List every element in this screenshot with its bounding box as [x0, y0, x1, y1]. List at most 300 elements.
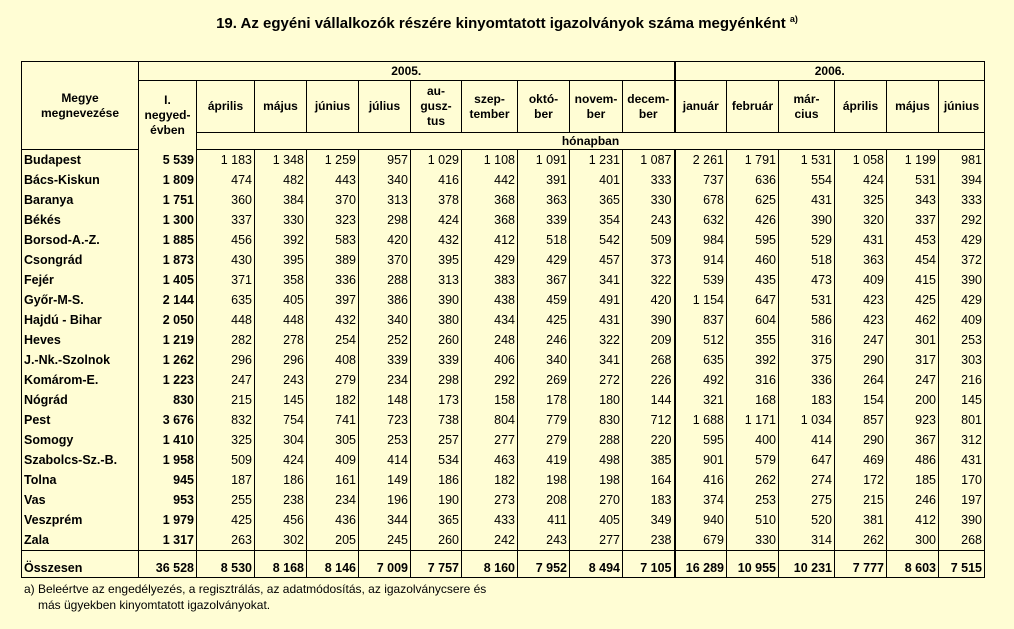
table-cell: 914 — [675, 250, 727, 270]
month-header-2006 — [835, 81, 887, 133]
county-name: J.-Nk.-Szolnok — [22, 350, 139, 370]
table-cell: 416 — [675, 470, 727, 490]
month-header-2006-line: cius — [794, 106, 819, 121]
table-row — [22, 330, 985, 350]
month-header-2005-line: tus — [427, 114, 445, 128]
table-cell: 945 — [139, 470, 197, 490]
table-cell: 1 154 — [675, 290, 727, 310]
table-cell: 625 — [727, 190, 779, 210]
county-name: Összesen — [22, 551, 139, 578]
table-cell: 411 — [518, 510, 570, 530]
table-cell: 425 — [197, 510, 255, 530]
county-name: Győr-M-S. — [22, 290, 139, 310]
table-cell: 7 009 — [359, 551, 411, 578]
table-cell: 205 — [307, 530, 359, 551]
table-cell: 491 — [570, 290, 623, 310]
table-cell: 190 — [411, 490, 462, 510]
table-cell: 741 — [307, 410, 359, 430]
table-cell: 408 — [307, 350, 359, 370]
table-cell: 7 105 — [623, 551, 675, 578]
table-cell: 296 — [255, 350, 307, 370]
table-cell: 435 — [727, 270, 779, 290]
table-cell: 198 — [570, 470, 623, 490]
table-cell: 340 — [359, 310, 411, 330]
month-header-2005-line: tember — [469, 106, 510, 121]
table-cell: 395 — [255, 250, 307, 270]
table-row — [22, 190, 985, 210]
county-name: Veszprém — [22, 510, 139, 530]
table-cell: 1 405 — [139, 270, 197, 290]
table-cell: 277 — [570, 530, 623, 551]
table-cell: 325 — [835, 190, 887, 210]
table-cell: 712 — [623, 410, 675, 430]
table-cell: 330 — [623, 190, 675, 210]
table-cell: 460 — [727, 250, 779, 270]
table-cell: 234 — [307, 490, 359, 510]
table-cell: 370 — [359, 250, 411, 270]
month-header-2005-line: április — [207, 99, 244, 113]
table-cell: 292 — [939, 210, 985, 230]
table-cell: 333 — [939, 190, 985, 210]
month-header-2005 — [139, 81, 197, 150]
county-name: Zala — [22, 530, 139, 551]
table-cell: 1 873 — [139, 250, 197, 270]
table-cell: 520 — [779, 510, 835, 530]
table-cell: 209 — [623, 330, 675, 350]
table-cell: 5 539 — [139, 150, 197, 171]
table-cell: 429 — [462, 250, 518, 270]
table-cell: 434 — [462, 310, 518, 330]
table-cell: 10 231 — [779, 551, 835, 578]
table-cell: 161 — [307, 470, 359, 490]
table-cell: 168 — [727, 390, 779, 410]
table-cell: 433 — [462, 510, 518, 530]
table-cell: 443 — [307, 170, 359, 190]
table-cell: 264 — [835, 370, 887, 390]
month-header-2005-line: gusz- — [420, 99, 452, 113]
table-cell: 801 — [939, 410, 985, 430]
table-cell: 984 — [675, 230, 727, 250]
county-name: Fejér — [22, 270, 139, 290]
table-cell: 635 — [675, 350, 727, 370]
table-cell: 647 — [779, 450, 835, 470]
month-header-2006-line: február — [731, 99, 774, 113]
table-cell: 498 — [570, 450, 623, 470]
table-cell: 448 — [255, 310, 307, 330]
table-cell: 279 — [307, 370, 359, 390]
table-cell: 486 — [887, 450, 939, 470]
table-cell: 245 — [359, 530, 411, 551]
table-cell: 303 — [939, 350, 985, 370]
table-cell: 238 — [255, 490, 307, 510]
table-cell: 420 — [359, 230, 411, 250]
month-header-2005-line: I. — [164, 92, 171, 107]
table-cell: 518 — [518, 230, 570, 250]
table-cell: 365 — [570, 190, 623, 210]
table-cell: 425 — [887, 290, 939, 310]
table-cell: 1 087 — [623, 150, 675, 171]
table-cell: 365 — [411, 510, 462, 530]
table-cell: 981 — [939, 150, 985, 171]
table-cell: 425 — [518, 310, 570, 330]
county-header — [22, 62, 139, 150]
table-cell: 415 — [887, 270, 939, 290]
table-cell: 370 — [307, 190, 359, 210]
county-name: Pest — [22, 410, 139, 430]
table-title — [0, 14, 1014, 32]
table-cell: 10 955 — [727, 551, 779, 578]
table-cell: 344 — [359, 510, 411, 530]
table-cell: 1 029 — [411, 150, 462, 171]
table-cell: 390 — [939, 270, 985, 290]
table-cell: 216 — [939, 370, 985, 390]
table-cell: 290 — [835, 350, 887, 370]
table-cell: 395 — [411, 250, 462, 270]
table-cell: 277 — [462, 430, 518, 450]
table-cell: 269 — [518, 370, 570, 390]
table-cell: 36 528 — [139, 551, 197, 578]
table-cell: 314 — [779, 530, 835, 551]
table-cell: 154 — [835, 390, 887, 410]
table-cell: 1 231 — [570, 150, 623, 171]
table-cell: 384 — [255, 190, 307, 210]
month-header-2006-line: január — [682, 99, 719, 113]
table-cell: 1 688 — [675, 410, 727, 430]
table-cell: 1 058 — [835, 150, 887, 171]
table-cell: 432 — [411, 230, 462, 250]
table-cell: 595 — [727, 230, 779, 250]
table-cell: 779 — [518, 410, 570, 430]
table-cell: 830 — [139, 390, 197, 410]
table-cell: 456 — [255, 510, 307, 530]
table-cell: 431 — [835, 230, 887, 250]
table-cell: 416 — [411, 170, 462, 190]
table-cell: 1 979 — [139, 510, 197, 530]
table-cell: 409 — [835, 270, 887, 290]
table-cell: 390 — [939, 510, 985, 530]
table-cell: 635 — [197, 290, 255, 310]
footnote-line-1: a) Beleértve az engedélyezés, a regisztrálás, az adatmódosítás, az igazolványcsere és — [24, 582, 487, 596]
month-header-2005 — [255, 81, 307, 133]
table-cell: 586 — [779, 310, 835, 330]
table-cell: 632 — [675, 210, 727, 230]
table-cell: 282 — [197, 330, 255, 350]
month-header-2005-line: május — [263, 99, 298, 113]
table-cell: 330 — [255, 210, 307, 230]
table-cell: 234 — [359, 370, 411, 390]
table-cell: 354 — [570, 210, 623, 230]
table-cell: 198 — [518, 470, 570, 490]
table-cell: 426 — [727, 210, 779, 230]
table-cell: 454 — [887, 250, 939, 270]
table-cell: 182 — [462, 470, 518, 490]
year-2005-header: 2005. — [139, 62, 675, 81]
title-footnote-marker: a) — [789, 14, 798, 24]
table-cell: 469 — [835, 450, 887, 470]
table-cell: 1 183 — [197, 150, 255, 171]
table-cell: 1 262 — [139, 350, 197, 370]
month-header-2005-line: július — [368, 99, 401, 113]
table-cell: 512 — [675, 330, 727, 350]
table-cell: 2 144 — [139, 290, 197, 310]
table-cell: 1 108 — [462, 150, 518, 171]
table-cell: 381 — [835, 510, 887, 530]
table-cell: 200 — [887, 390, 939, 410]
table-cell: 804 — [462, 410, 518, 430]
table-cell: 290 — [835, 430, 887, 450]
table-cell: 7 515 — [939, 551, 985, 578]
table-cell: 368 — [462, 190, 518, 210]
table-cell: 339 — [411, 350, 462, 370]
county-name: Bács-Kiskun — [22, 170, 139, 190]
table-cell: 367 — [518, 270, 570, 290]
table-cell: 197 — [939, 490, 985, 510]
county-name: Csongrád — [22, 250, 139, 270]
table-cell: 337 — [197, 210, 255, 230]
table-cell: 313 — [411, 270, 462, 290]
title-text: 19. Az egyéni vállalkozók részére kinyomtatott igazolványok száma megyénként — [216, 15, 786, 32]
table-cell: 246 — [518, 330, 570, 350]
table-cell: 349 — [623, 510, 675, 530]
table-cell: 339 — [359, 350, 411, 370]
table-cell: 529 — [779, 230, 835, 250]
table-cell: 380 — [411, 310, 462, 330]
table-cell: 253 — [939, 330, 985, 350]
table-cell: 325 — [197, 430, 255, 450]
table-cell: 456 — [197, 230, 255, 250]
table-cell: 442 — [462, 170, 518, 190]
table-cell: 296 — [197, 350, 255, 370]
table-cell: 1 259 — [307, 150, 359, 171]
table-cell: 579 — [727, 450, 779, 470]
month-header-2005-line: szep- — [474, 91, 505, 106]
table-cell: 436 — [307, 510, 359, 530]
table-cell: 1 171 — [727, 410, 779, 430]
table-row — [22, 450, 985, 470]
table-cell: 8 603 — [887, 551, 939, 578]
table-cell: 957 — [359, 150, 411, 171]
table-cell: 462 — [887, 310, 939, 330]
table-cell: 1 791 — [727, 150, 779, 171]
table-cell: 595 — [675, 430, 727, 450]
table-cell: 1 885 — [139, 230, 197, 250]
table-cell: 317 — [887, 350, 939, 370]
table-cell: 754 — [255, 410, 307, 430]
month-header-2005 — [307, 81, 359, 133]
month-header-2005-line: negyed- — [144, 107, 191, 122]
table-cell: 302 — [255, 530, 307, 551]
data-table — [21, 61, 985, 578]
table-row — [22, 470, 985, 490]
table-cell: 409 — [939, 310, 985, 330]
table-cell: 385 — [623, 450, 675, 470]
table-cell: 270 — [570, 490, 623, 510]
table-cell: 288 — [570, 430, 623, 450]
table-cell: 336 — [779, 370, 835, 390]
table-cell: 339 — [518, 210, 570, 230]
table-cell: 7 757 — [411, 551, 462, 578]
county-name: Nógrád — [22, 390, 139, 410]
table-cell: 492 — [675, 370, 727, 390]
table-cell: 1 034 — [779, 410, 835, 430]
table-cell: 534 — [411, 450, 462, 470]
table-cell: 400 — [727, 430, 779, 450]
table-cell: 298 — [411, 370, 462, 390]
county-name: Budapest — [22, 150, 139, 171]
table-cell: 145 — [255, 390, 307, 410]
table-cell: 368 — [462, 210, 518, 230]
county-name: Hajdú - Bihar — [22, 310, 139, 330]
table-cell: 391 — [518, 170, 570, 190]
table-cell: 215 — [835, 490, 887, 510]
table-cell: 242 — [462, 530, 518, 551]
table-cell: 554 — [779, 170, 835, 190]
table-cell: 164 — [623, 470, 675, 490]
table-cell: 341 — [570, 350, 623, 370]
table-cell: 2 261 — [675, 150, 727, 171]
table-cell: 253 — [359, 430, 411, 450]
table-cell: 1 531 — [779, 150, 835, 171]
table-cell: 429 — [518, 250, 570, 270]
table-cell: 243 — [518, 530, 570, 551]
table-cell: 738 — [411, 410, 462, 430]
table-cell: 186 — [255, 470, 307, 490]
table-cell: 678 — [675, 190, 727, 210]
table-row — [22, 530, 985, 551]
table-row — [22, 410, 985, 430]
table-cell: 215 — [197, 390, 255, 410]
table-cell: 518 — [779, 250, 835, 270]
month-header-2005 — [197, 81, 255, 133]
table-cell: 186 — [411, 470, 462, 490]
table-cell: 263 — [197, 530, 255, 551]
table-cell: 355 — [727, 330, 779, 350]
table-cell: 390 — [623, 310, 675, 330]
table-row — [22, 270, 985, 290]
table-row — [22, 350, 985, 370]
table-cell: 343 — [887, 190, 939, 210]
table-cell: 337 — [887, 210, 939, 230]
table-row — [22, 210, 985, 230]
month-header-2006-line: már- — [793, 91, 820, 106]
county-name: Baranya — [22, 190, 139, 210]
table-row — [22, 250, 985, 270]
table-cell: 923 — [887, 410, 939, 430]
table-cell: 409 — [307, 450, 359, 470]
table-row — [22, 310, 985, 330]
table-cell: 1 223 — [139, 370, 197, 390]
table-cell: 275 — [779, 490, 835, 510]
table-cell: 438 — [462, 290, 518, 310]
table-cell: 260 — [411, 330, 462, 350]
table-cell: 373 — [623, 250, 675, 270]
table-cell: 463 — [462, 450, 518, 470]
table-cell: 363 — [518, 190, 570, 210]
table-row — [22, 430, 985, 450]
table-cell: 183 — [623, 490, 675, 510]
table-cell: 482 — [255, 170, 307, 190]
table-cell: 196 — [359, 490, 411, 510]
table-cell: 474 — [197, 170, 255, 190]
table-cell: 1 809 — [139, 170, 197, 190]
table-cell: 260 — [411, 530, 462, 551]
table-cell: 278 — [255, 330, 307, 350]
table-cell: 220 — [623, 430, 675, 450]
month-header-2005 — [462, 81, 518, 133]
table-cell: 430 — [197, 250, 255, 270]
table-cell: 300 — [887, 530, 939, 551]
table-cell: 857 — [835, 410, 887, 430]
table-cell: 148 — [359, 390, 411, 410]
total-row — [22, 551, 985, 578]
table-cell: 1 317 — [139, 530, 197, 551]
table-cell: 378 — [411, 190, 462, 210]
table-cell: 1 410 — [139, 430, 197, 450]
table-cell: 509 — [197, 450, 255, 470]
month-header-2006-line: április — [842, 99, 879, 113]
table-cell: 268 — [623, 350, 675, 370]
table-cell: 183 — [779, 390, 835, 410]
table-row — [22, 150, 985, 171]
table-cell: 1 091 — [518, 150, 570, 171]
table-cell: 226 — [623, 370, 675, 390]
table-cell: 360 — [197, 190, 255, 210]
table-cell: 723 — [359, 410, 411, 430]
month-header-2005-line: novem- — [574, 91, 618, 106]
table-row — [22, 290, 985, 310]
table-cell: 243 — [623, 210, 675, 230]
table-row — [22, 510, 985, 530]
table-cell: 457 — [570, 250, 623, 270]
table-cell: 473 — [779, 270, 835, 290]
table-cell: 301 — [887, 330, 939, 350]
table-cell: 459 — [518, 290, 570, 310]
table-row — [22, 170, 985, 190]
table-cell: 390 — [411, 290, 462, 310]
month-header-2005 — [623, 81, 675, 133]
table-cell: 243 — [255, 370, 307, 390]
table-cell: 254 — [307, 330, 359, 350]
table-cell: 431 — [570, 310, 623, 330]
table-cell: 509 — [623, 230, 675, 250]
table-row — [22, 230, 985, 250]
table-cell: 247 — [887, 370, 939, 390]
table-cell: 367 — [887, 430, 939, 450]
table-cell: 341 — [570, 270, 623, 290]
table-cell: 340 — [359, 170, 411, 190]
month-header-2005 — [518, 81, 570, 133]
table-cell: 322 — [623, 270, 675, 290]
table-cell: 2 050 — [139, 310, 197, 330]
table-cell: 424 — [255, 450, 307, 470]
table-cell: 305 — [307, 430, 359, 450]
table-cell: 253 — [727, 490, 779, 510]
table-cell: 336 — [307, 270, 359, 290]
table-cell: 448 — [197, 310, 255, 330]
table-cell: 248 — [462, 330, 518, 350]
table-cell: 149 — [359, 470, 411, 490]
table-cell: 397 — [307, 290, 359, 310]
table-cell: 272 — [570, 370, 623, 390]
month-header-2005 — [411, 81, 462, 133]
table-cell: 273 — [462, 490, 518, 510]
table-cell: 247 — [835, 330, 887, 350]
table-cell: 321 — [675, 390, 727, 410]
table-cell: 390 — [779, 210, 835, 230]
month-header-2006 — [779, 81, 835, 133]
table-row — [22, 370, 985, 390]
table-cell: 238 — [623, 530, 675, 551]
